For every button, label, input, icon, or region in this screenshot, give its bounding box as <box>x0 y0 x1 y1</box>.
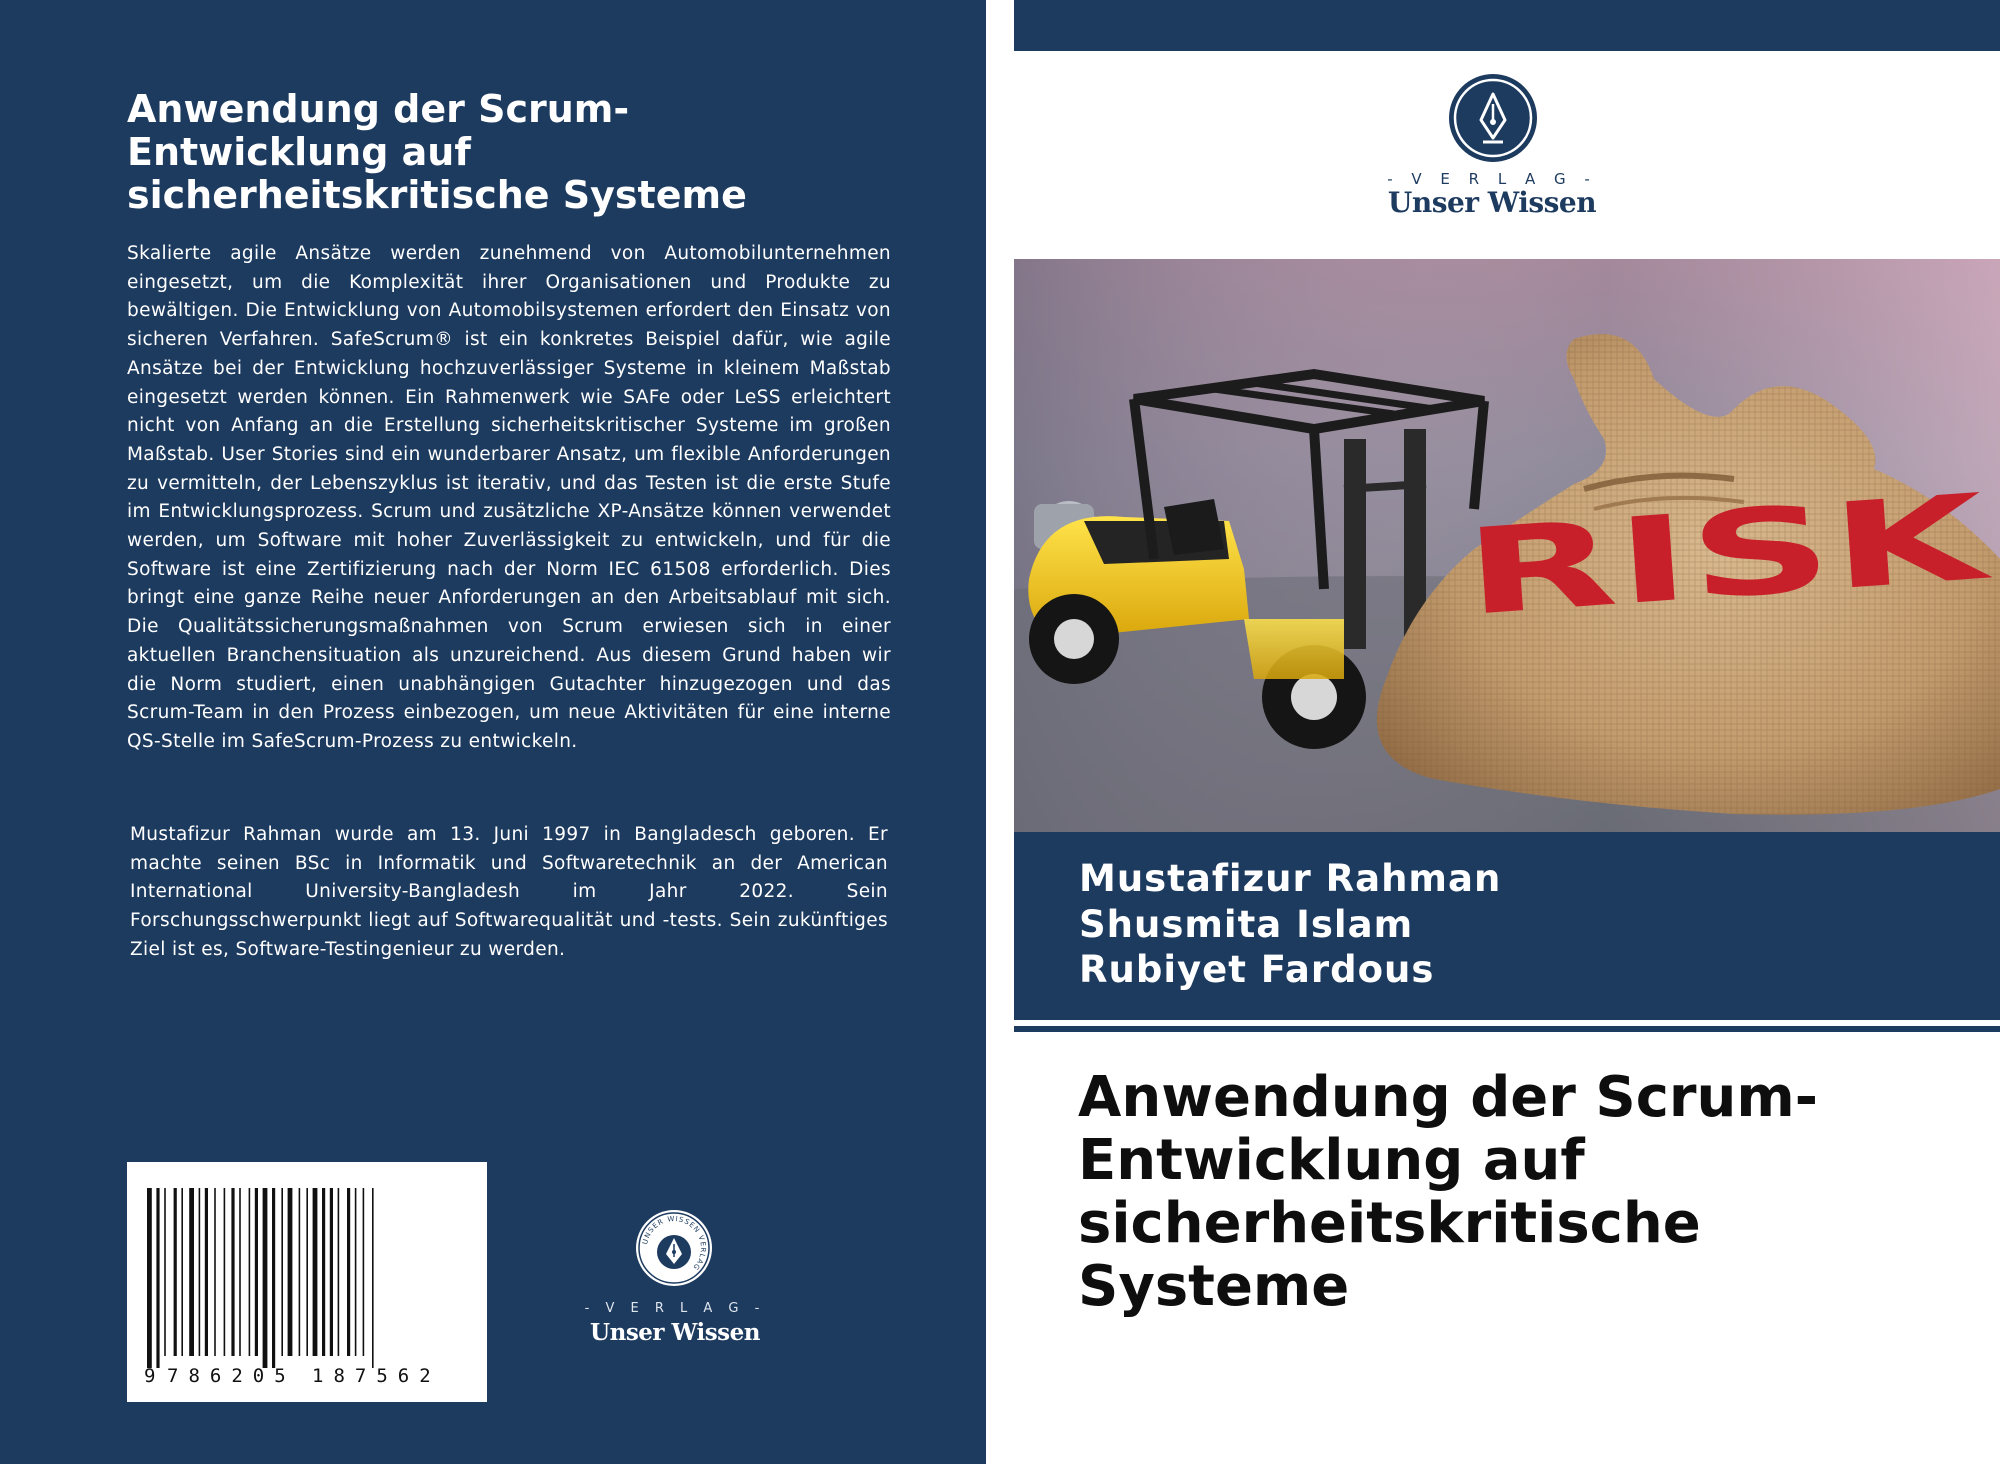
front-cover-title <box>1078 1066 1978 1318</box>
barcode-bar <box>330 1188 333 1356</box>
publisher-logo-back <box>575 1208 775 1348</box>
author-name: Shusmita Islam <box>1079 903 1414 946</box>
authors-band <box>1014 832 2000 1020</box>
barcode-bar <box>299 1188 301 1356</box>
barcode-bar <box>255 1188 258 1356</box>
barcode-bar <box>164 1188 166 1356</box>
front-title-line: Anwendung der Scrum- <box>1078 1065 1818 1130</box>
back-cover-title <box>127 88 847 217</box>
barcode-bar <box>189 1188 194 1356</box>
fountain-pen-emblem-icon <box>1447 72 1539 164</box>
cover-photo-risk-bag-forklift <box>1014 259 2000 832</box>
author-bio: Mustafizur Rahman wurde am 13. Juni 1997 in Bangladesch geboren. Er machte seinen BSc in Informatik und Softwaretechnik an der American International University-Bangladesh im Jahr 2022. Sein Forschungsschwerpunkt liegt auf Softwarequalität und -tests. Sein zukünftiges Ziel ist es, Software-Testingenieur zu werden. <box>130 824 888 960</box>
barcode-bar <box>288 1188 293 1356</box>
logo-ring-text: UNSER WISSEN VERLAG <box>641 1214 708 1272</box>
barcode-bar <box>313 1188 318 1356</box>
barcode-bar <box>181 1188 183 1356</box>
front-title-line: sicherheitskritische <box>1078 1191 1701 1256</box>
logo-brand-name: Unser Wissen <box>590 1319 760 1346</box>
barcode-bar <box>249 1188 251 1356</box>
barcode-bar <box>355 1188 357 1356</box>
back-cover <box>0 0 986 1464</box>
barcode-bar <box>322 1188 325 1356</box>
barcode-bar <box>147 1188 152 1368</box>
logo-brand-name: Unser Wissen <box>1387 186 1597 219</box>
publisher-logo-front <box>1372 72 1612 222</box>
isbn-right-digits: 187562 <box>312 1365 441 1387</box>
barcode-graphic <box>127 1162 487 1402</box>
author-name: Mustafizur Rahman <box>1079 857 1502 900</box>
isbn-barcode <box>127 1162 487 1402</box>
barcode-bar <box>199 1188 201 1356</box>
book-blurb: Skalierte agile Ansätze werden zunehmend von Automobilunternehmen eingesetzt, um die Komplexität ihrer Organisationen und Produkte zu bewältigen. Die Entwicklung von Automobilsystemen erfordert den Einsatz von sicheren Verfahren. SafeScrum® ist ein konkretes Beispiel dafür, wie agile Ansätze bei der Entwicklung hochzuverlässiger Systeme in kleinem Maßstab eingesetzt werden können. Ein Rahmenwerk wie SAFe oder LeSS erleichtert nicht von Anfang an die Erstellung sicherheitskritischer Systeme im großen Maßstab. User Stories sind ein wunderbarer Ansatz, um flexible Anforderungen zu vermitteln, der Lebenszyklus ist iterativ, und das Testen ist die erste Stufe im Entwicklungsprozess. Scrum und zusätzliche XP-Ansätze können verwendet werden, um Software mit hoher Zuverlässigkeit zu entwickeln, und für die Software ist eine Zertifizierung nach der Norm IEC 61508 erforderlich. Dies bringt eine ganze Reihe neuer Anforderungen an den Arbeitsablauf mit sich. Die Qualitätssicherungsmaßnahmen von Scrum erwiesen sich in einer aktuellen Branchensituation als unzureichend. Aus diesem Grund haben wir die Norm studiert, einen unabhängigen Gutachter hinzugezogen und das Scrum-Team in den Prozess einbezogen, um neue Aktivitäten für eine interne QS-Stelle im SafeScrum-Prozess zu entwickeln. <box>127 243 891 752</box>
isbn-lead-digit: 9 <box>144 1365 156 1387</box>
barcode-bar <box>239 1188 241 1356</box>
barcode-bar <box>174 1188 177 1356</box>
logo-verlag-label: - V E R L A G - <box>1387 170 1597 188</box>
barcode-bar <box>231 1188 234 1356</box>
front-title-line: Entwicklung auf <box>1078 1128 1585 1193</box>
barcode-bar <box>281 1188 283 1356</box>
front-title-line: Systeme <box>1078 1254 1350 1319</box>
barcode-bar <box>347 1188 350 1356</box>
barcode-bar <box>272 1188 275 1368</box>
barcode-bar <box>214 1188 216 1356</box>
spine <box>986 0 1014 1464</box>
logo-verlag-label: - V E R L A G - <box>584 1301 766 1316</box>
front-top-bar <box>1014 0 2000 51</box>
fountain-pen-emblem-icon <box>634 1208 714 1288</box>
isbn-left-digits: 786205 <box>167 1365 296 1387</box>
back-title-line: Anwendung der Scrum- <box>127 87 630 131</box>
back-title-line: sicherheitskritische Systeme <box>127 173 747 217</box>
front-cover <box>1014 0 2000 1464</box>
barcode-bar <box>338 1188 340 1356</box>
barcode-bar <box>363 1188 365 1356</box>
barcode-bar <box>306 1188 308 1356</box>
divider-rule <box>1014 1026 2000 1032</box>
barcode-bar <box>263 1188 268 1368</box>
risk-label: RISK <box>1460 482 1781 642</box>
cover-illustration <box>1014 259 2000 832</box>
barcode-bars <box>147 1188 374 1368</box>
back-title-line: Entwicklung auf <box>127 130 471 174</box>
barcode-bar <box>372 1188 374 1368</box>
author-name: Rubiyet Fardous <box>1079 948 1435 991</box>
barcode-bar <box>156 1188 159 1368</box>
barcode-bar <box>224 1188 226 1356</box>
barcode-bar <box>205 1188 208 1356</box>
